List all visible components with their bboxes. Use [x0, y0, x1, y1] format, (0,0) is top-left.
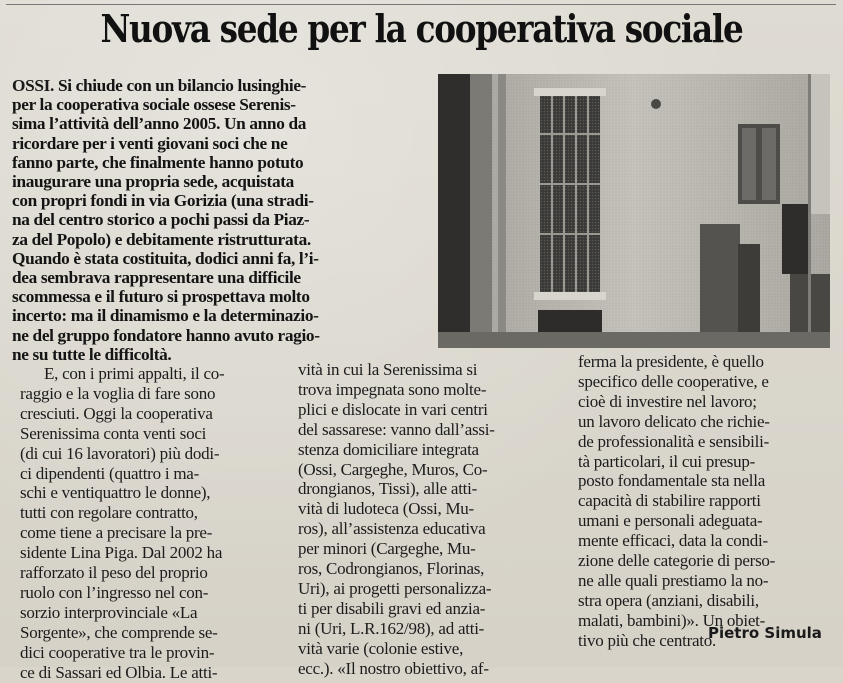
column-line: E, con i primi appalti, il co- [44, 364, 225, 383]
column-line: de professionalità e sensibili- [578, 431, 770, 451]
column-line: ros, Codrongianos, Florinas, [298, 559, 485, 579]
lead-line: sima l’attività dell’anno 2005. Un anno da [12, 114, 307, 134]
column-line: ni (Uri, L.R.162/98), ad atti- [298, 618, 485, 638]
column-line: (Ossi, Cargeghe, Muros, Co- [298, 459, 488, 479]
body-column-1 [20, 364, 282, 683]
column-line: Uri), ai progetti personalizza- [298, 578, 492, 598]
column-line: raggio e la voglia di fare sono [20, 383, 216, 403]
column-line: cioè di investire nel lavoro; [578, 391, 757, 411]
column-line: zione delle categorie di perso- [578, 551, 776, 571]
column-line: del sassarese: vanno dall’assi- [298, 419, 495, 439]
column-line: ci dipendenti (quattro i ma- [20, 463, 199, 483]
lead-line: fanno parte, che finalmente hanno potuto [12, 152, 304, 172]
column-line: tutti con regolare contratto, [20, 503, 198, 523]
lead-line: scommessa e il futuro si prospettava molto [12, 287, 310, 307]
author-byline: Pietro Simula [708, 624, 822, 642]
column-line: ecc.). «Il nostro obiettivo, af- [298, 658, 489, 678]
column-line: per minori (Cargeghe, Mu- [298, 539, 476, 559]
lead-line: inaugurare una propria sede, acquistata [12, 172, 294, 192]
lead-line: con propri fondi in via Gorizia (una stradi- [12, 191, 314, 211]
column-line: un lavoro delicato che richie- [578, 411, 770, 431]
lead-line: per la cooperativa sociale ossese Serenis- [12, 95, 296, 115]
column-line: vità di ludoteca (Ossi, Mu- [298, 499, 474, 519]
column-line: umani e personali adeguata- [578, 511, 763, 531]
column-line: ferma la presidente, è quello [578, 352, 764, 371]
lead-kicker: OSSI. [12, 76, 54, 95]
lead-line: na del centro storico a pochi passi da Piaz- [12, 210, 310, 230]
column-line: come tiene a precisare la pre- [20, 523, 213, 543]
column-line: posto fondamentale sta nella [578, 471, 766, 491]
building-photo-icon [438, 74, 830, 348]
column-line: vità varie (colonie estive, [298, 638, 464, 658]
lead-line: dea sembrava rappresentare una difficile [12, 268, 301, 288]
column-line: stenza domiciliare integrata [298, 439, 479, 459]
top-rule [6, 4, 836, 5]
column-line: Serenissima conta venti soci [20, 423, 207, 443]
column-line: ce di Sassari ed Olbia. Le atti- [20, 662, 218, 682]
column-line: rafforzato il peso del proprio [20, 563, 208, 583]
column-line: schi e ventiquattro le donne), [20, 483, 211, 503]
column-line: stra opera (anziani, disabili, [578, 590, 759, 610]
lead-line: incerto: ma il dinamismo e la determinazio- [12, 306, 319, 326]
column-line: tà particolari, il cui presup- [578, 451, 756, 471]
column-line: sorzio interprovinciale «La [20, 602, 198, 622]
column-line: ti per disabili gravi ed anzia- [298, 598, 486, 618]
lead-paragraph [12, 76, 432, 364]
column-line: ruolo con l’ingresso nel con- [20, 582, 209, 602]
column-line: sidente Lina Piga. Dal 2002 ha [20, 543, 223, 563]
column-line: mente efficaci, data la condi- [578, 531, 768, 551]
column-line: (di cui 16 lavoratori) più dodi- [20, 443, 220, 463]
column-line: Sorgente», che comprende se- [20, 622, 218, 642]
lead-line: za del Popolo) e debitamente ristrutturata. [12, 229, 311, 249]
body-column-2 [298, 360, 560, 679]
lead-line: ne su tutte le difficoltà. [12, 344, 172, 364]
column-line: drongianos, Tissi), alle atti- [298, 479, 478, 499]
lead-line: OSSI. Si chiude con un bilancio lusinghie- [12, 76, 307, 95]
column-line: capacità di stabilire rapporti [578, 491, 761, 511]
lead-line: Quando è stata costituita, dodici anni fa, l’i- [12, 248, 319, 268]
headline: Nuova sede per la cooperativa sociale [100, 6, 743, 51]
column-line: specifico delle cooperative, e [578, 371, 769, 391]
column-line: malati, bambini)». Un obiet- [578, 610, 766, 630]
column-line: cresciuti. Oggi la cooperativa [20, 403, 213, 423]
column-line: dici cooperative tra le provin- [20, 642, 215, 662]
column-line: vità in cui la Serenissima si [298, 360, 478, 379]
column-line: ros), all’assistenza educativa [298, 519, 486, 539]
column-line: trova impegnata sono molte- [298, 379, 487, 399]
lead-line: ne del gruppo fondatore hanno avuto ragio- [12, 325, 320, 345]
lead-line: ricordare per i venti giovani soci che ne [12, 133, 288, 153]
column-line: ne alle quali prestiamo la no- [578, 570, 769, 590]
body-column-3 [578, 352, 838, 651]
column-line: plici e dislocate in vari centri [298, 399, 488, 419]
column-line: tivo più che centrato. [578, 630, 717, 650]
